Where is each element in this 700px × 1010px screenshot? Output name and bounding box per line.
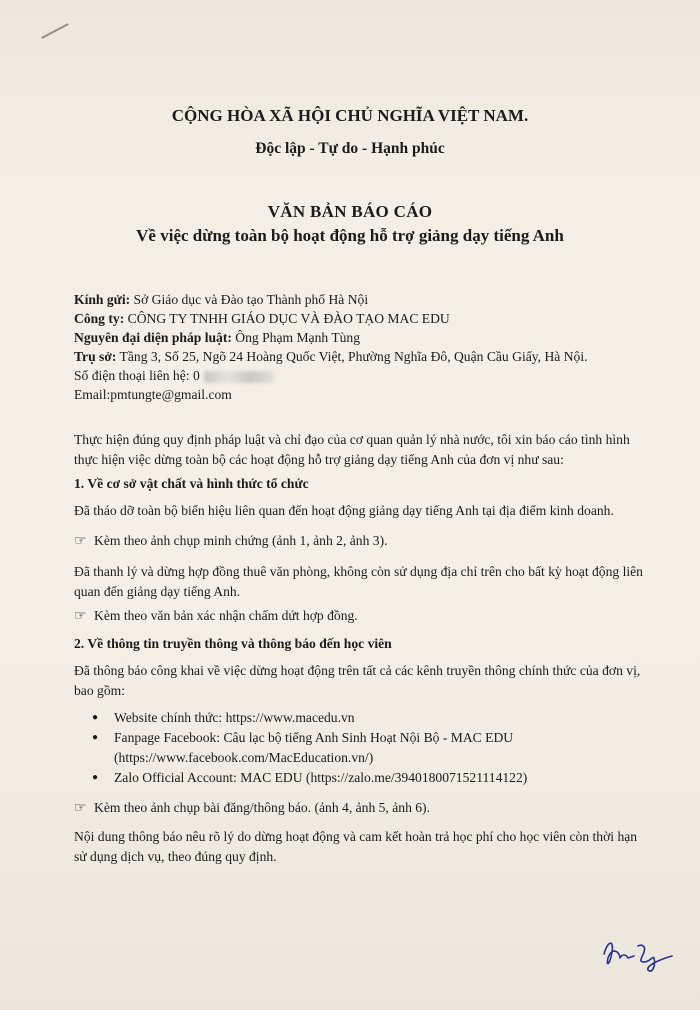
closing-paragraph: Nội dung thông báo nêu rõ lý do dừng hoạt động và cam kết hoàn trả học phí cho học viên còn thời hạn sử dụng dịch vụ, theo đúng quy định. xyxy=(74,829,638,864)
company-label: Công ty: xyxy=(74,311,125,326)
redacted-phone xyxy=(204,371,274,383)
recipient-value: Sở Giáo dục và Đào tạo Thành phố Hà Nội xyxy=(130,292,369,307)
section-1-note-1-text: Kèm theo ảnh chụp minh chứng (ảnh 1, ảnh 2, ảnh 3). xyxy=(94,533,388,548)
document-subject: Về việc dừng toàn bộ hoạt động hỗ trợ giảng dạy tiếng Anh xyxy=(136,226,564,245)
country-header: CỘNG HÒA XÃ HỘI CHỦ NGHĨA VIỆT NAM. xyxy=(171,106,529,125)
list-item-text: Website chính thức: https://www.macedu.vn xyxy=(114,710,355,725)
section-2-note xyxy=(74,800,430,816)
office-value: Tầng 3, Số 25, Ngõ 24 Hoàng Quốc Việt, Phường Nghĩa Đô, Quận Cầu Giấy, Hà Nội. xyxy=(116,349,588,364)
list-item xyxy=(92,768,652,788)
recipient-line xyxy=(74,290,674,309)
list-item xyxy=(92,708,652,728)
email-line: Email:pmtungte@gmail.com xyxy=(74,387,232,402)
list-item-text: Fanpage Facebook: Câu lạc bộ tiếng Anh Sinh Hoạt Nội Bộ - MAC EDU (https://www.facebook.com/MacEducation.vn/) xyxy=(114,730,514,765)
section-2-note-text: Kèm theo ảnh chụp bài đăng/thông báo. (ảnh 4, ảnh 5, ảnh 6). xyxy=(94,800,430,815)
intro-paragraph: Thực hiện đúng quy định pháp luật và chỉ đạo của cơ quan quản lý nhà nước, tôi xin báo cáo tình hình thực hiện việc dừng toàn bộ các hoạt động hỗ trợ giảng dạy tiếng Anh của đơn vị như sau: xyxy=(74,432,630,467)
bullet-dot-icon: ● xyxy=(92,772,99,783)
phone-label: Số điện thoại liên hệ: xyxy=(74,368,190,383)
office-label: Trụ sở: xyxy=(74,349,117,364)
section-2-title: 2. Về thông tin truyền thông và thông báo đến học viên xyxy=(74,636,392,651)
company-value: CÔNG TY TNHH GIÁO DỤC VÀ ĐÀO TẠO MAC EDU xyxy=(124,311,450,326)
signature xyxy=(598,932,678,976)
phone-value: 0 xyxy=(192,368,200,383)
section-1-paragraph-1: Đã tháo dỡ toàn bộ biển hiệu liên quan đến hoạt động giảng dạy tiếng Anh tại địa điểm kinh doanh. xyxy=(74,503,614,518)
phone-line xyxy=(74,366,674,385)
section-1-note-2-text: Kèm theo văn bản xác nhận chấm dứt hợp đồng. xyxy=(94,608,358,623)
section-1-note-1 xyxy=(74,533,388,549)
pointing-hand-icon: ☞ xyxy=(74,608,87,624)
sender-info xyxy=(74,290,674,404)
pointing-hand-icon: ☞ xyxy=(74,800,87,816)
representative-label: Nguyên đại diện pháp luật: xyxy=(74,330,232,345)
paper-mark xyxy=(41,23,68,39)
bullet-dot-icon: ● xyxy=(92,732,99,743)
section-1-paragraph-2: Đã thanh lý và dừng hợp đồng thuê văn phòng, không còn sử dụng địa chỉ trên cho bất kỳ hoạt động liên quan đến giảng dạy tiếng Anh. xyxy=(74,564,643,599)
recipient-label: Kính gửi: xyxy=(74,292,131,307)
representative-value: Ông Phạm Mạnh Tùng xyxy=(231,330,361,345)
office-line xyxy=(74,347,674,366)
document-type: VĂN BẢN BÁO CÁO xyxy=(267,202,433,221)
channel-list xyxy=(92,708,652,788)
motto: Độc lập - Tự do - Hạnh phúc xyxy=(255,140,445,157)
bullet-dot-icon: ● xyxy=(92,712,99,723)
section-2-paragraph-1: Đã thông báo công khai về việc dừng hoạt động trên tất cả các kênh truyền thông chính thức của đơn vị, bao gồm: xyxy=(74,663,641,698)
section-1-title: 1. Về cơ sở vật chất và hình thức tổ chức xyxy=(74,476,309,491)
list-item xyxy=(92,728,652,768)
representative-line xyxy=(74,328,674,347)
list-item-text: Zalo Official Account: MAC EDU (https://zalo.me/3940180071521114122) xyxy=(114,770,528,785)
section-1-note-2 xyxy=(74,608,358,624)
company-line xyxy=(74,309,674,328)
pointing-hand-icon: ☞ xyxy=(74,533,87,549)
